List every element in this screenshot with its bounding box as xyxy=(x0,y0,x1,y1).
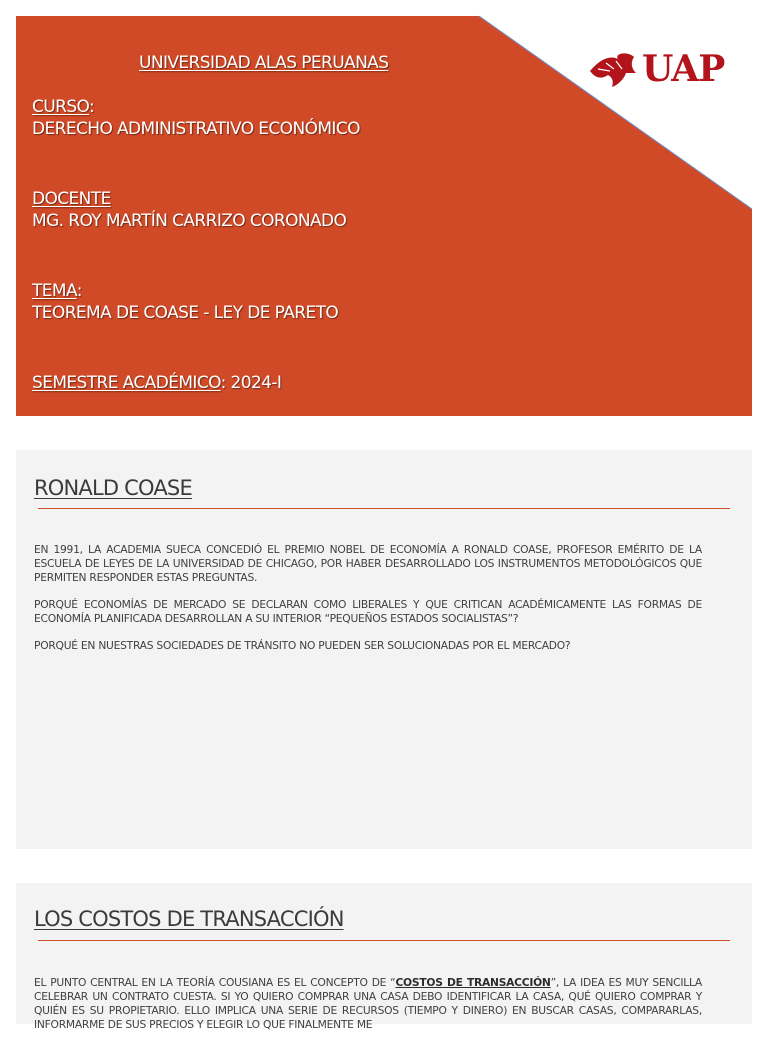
slide-body xyxy=(34,976,702,1045)
tema-block: TEMA: TEOREMA DE COASE - LEY DE PARETO xyxy=(32,281,339,323)
ronald-coase-slide xyxy=(16,450,752,849)
paragraph: EN 1991, LA ACADEMIA SUECA CONCEDIÓ EL PREMIO NOBEL DE ECONOMÍA A RONALD COASE, PROFESOR EMÉRITO DE LA ESCUELA DE LEYES DE LA UNIVERSIDAD DE CHICAGO, POR HABER DESARROLLADO LOS INSTRUMENTOS METODOLÓGICOS QUE PERMITEN RESPONDER ESTAS PREGUNTAS. xyxy=(34,543,702,584)
semestre-value: : 2024-I xyxy=(220,373,282,393)
slide-title: LOS COSTOS DE TRANSACCIÓN xyxy=(34,907,344,931)
slide-title: RONALD COASE xyxy=(34,476,192,500)
paragraph: PORQUÉ ECONOMÍAS DE MERCADO SE DECLARAN COMO LIBERALES Y QUE CRITICAN ACADÉMICAMENTE LAS FORMAS DE ECONOMÍA PLANIFICADA DESARROLLAN A SU INTERIOR “PEQUEÑOS ESTADOS SOCIALISTAS”? xyxy=(34,598,702,625)
logo-text: UAP xyxy=(642,48,725,90)
keyword: COSTOS DE TRANSACCIÓN xyxy=(395,976,551,989)
title-divider xyxy=(38,508,730,509)
paragraph: PORQUÉ EN NUESTRAS SOCIEDADES DE TRÁNSITO NO PUEDEN SER SOLUCIONADAS POR EL MERCADO? xyxy=(34,639,571,652)
paragraph: EL PUNTO CENTRAL EN LA TEORÍA COUSIANA ES EL CONCEPTO DE “COSTOS DE TRANSACCIÓN”, LA IDEA ES MUY SENCILLA CELEBRAR UN CONTRATO CUESTA. SI YO QUIERO COMPRAR UNA CASA DEBO IDENTIFICAR LA CASA, QUÉ QUIERO COMPRAR Y QUIÉN ES SU PROPIETARIO. ELLO IMPLICA UNA SERIE DE RECURSOS (TIEMPO Y DINERO) EN BUSCAR CASAS, COMPARARLAS, INFORMARME DE SUS PRECIOS Y ELEGIR LO QUE FINALMENTE ME xyxy=(34,976,702,1031)
uap-logo xyxy=(588,49,728,91)
curso-block: CURSO: DERECHO ADMINISTRATIVO ECONÓMICO xyxy=(32,97,360,139)
docente-value: MG. ROY MARTÍN CARRIZO CORONADO xyxy=(32,211,347,231)
university-name: UNIVERSIDAD ALAS PERUANAS xyxy=(139,53,389,73)
title-slide xyxy=(16,16,752,416)
semestre-label: SEMESTRE ACADÉMICO xyxy=(32,373,221,393)
semestre-block xyxy=(32,372,281,394)
corner-triangle xyxy=(479,16,752,209)
curso-value: DERECHO ADMINISTRATIVO ECONÓMICO xyxy=(32,119,360,139)
docente-label: DOCENTE xyxy=(32,189,111,209)
title-divider xyxy=(38,940,730,941)
tema-value: TEOREMA DE COASE - LEY DE PARETO xyxy=(32,303,339,323)
costos-transaccion-slide xyxy=(16,883,752,1031)
curso-label: CURSO xyxy=(32,97,89,117)
tema-label: TEMA xyxy=(32,281,77,301)
docente-block xyxy=(32,188,346,232)
slide-body xyxy=(34,543,702,666)
